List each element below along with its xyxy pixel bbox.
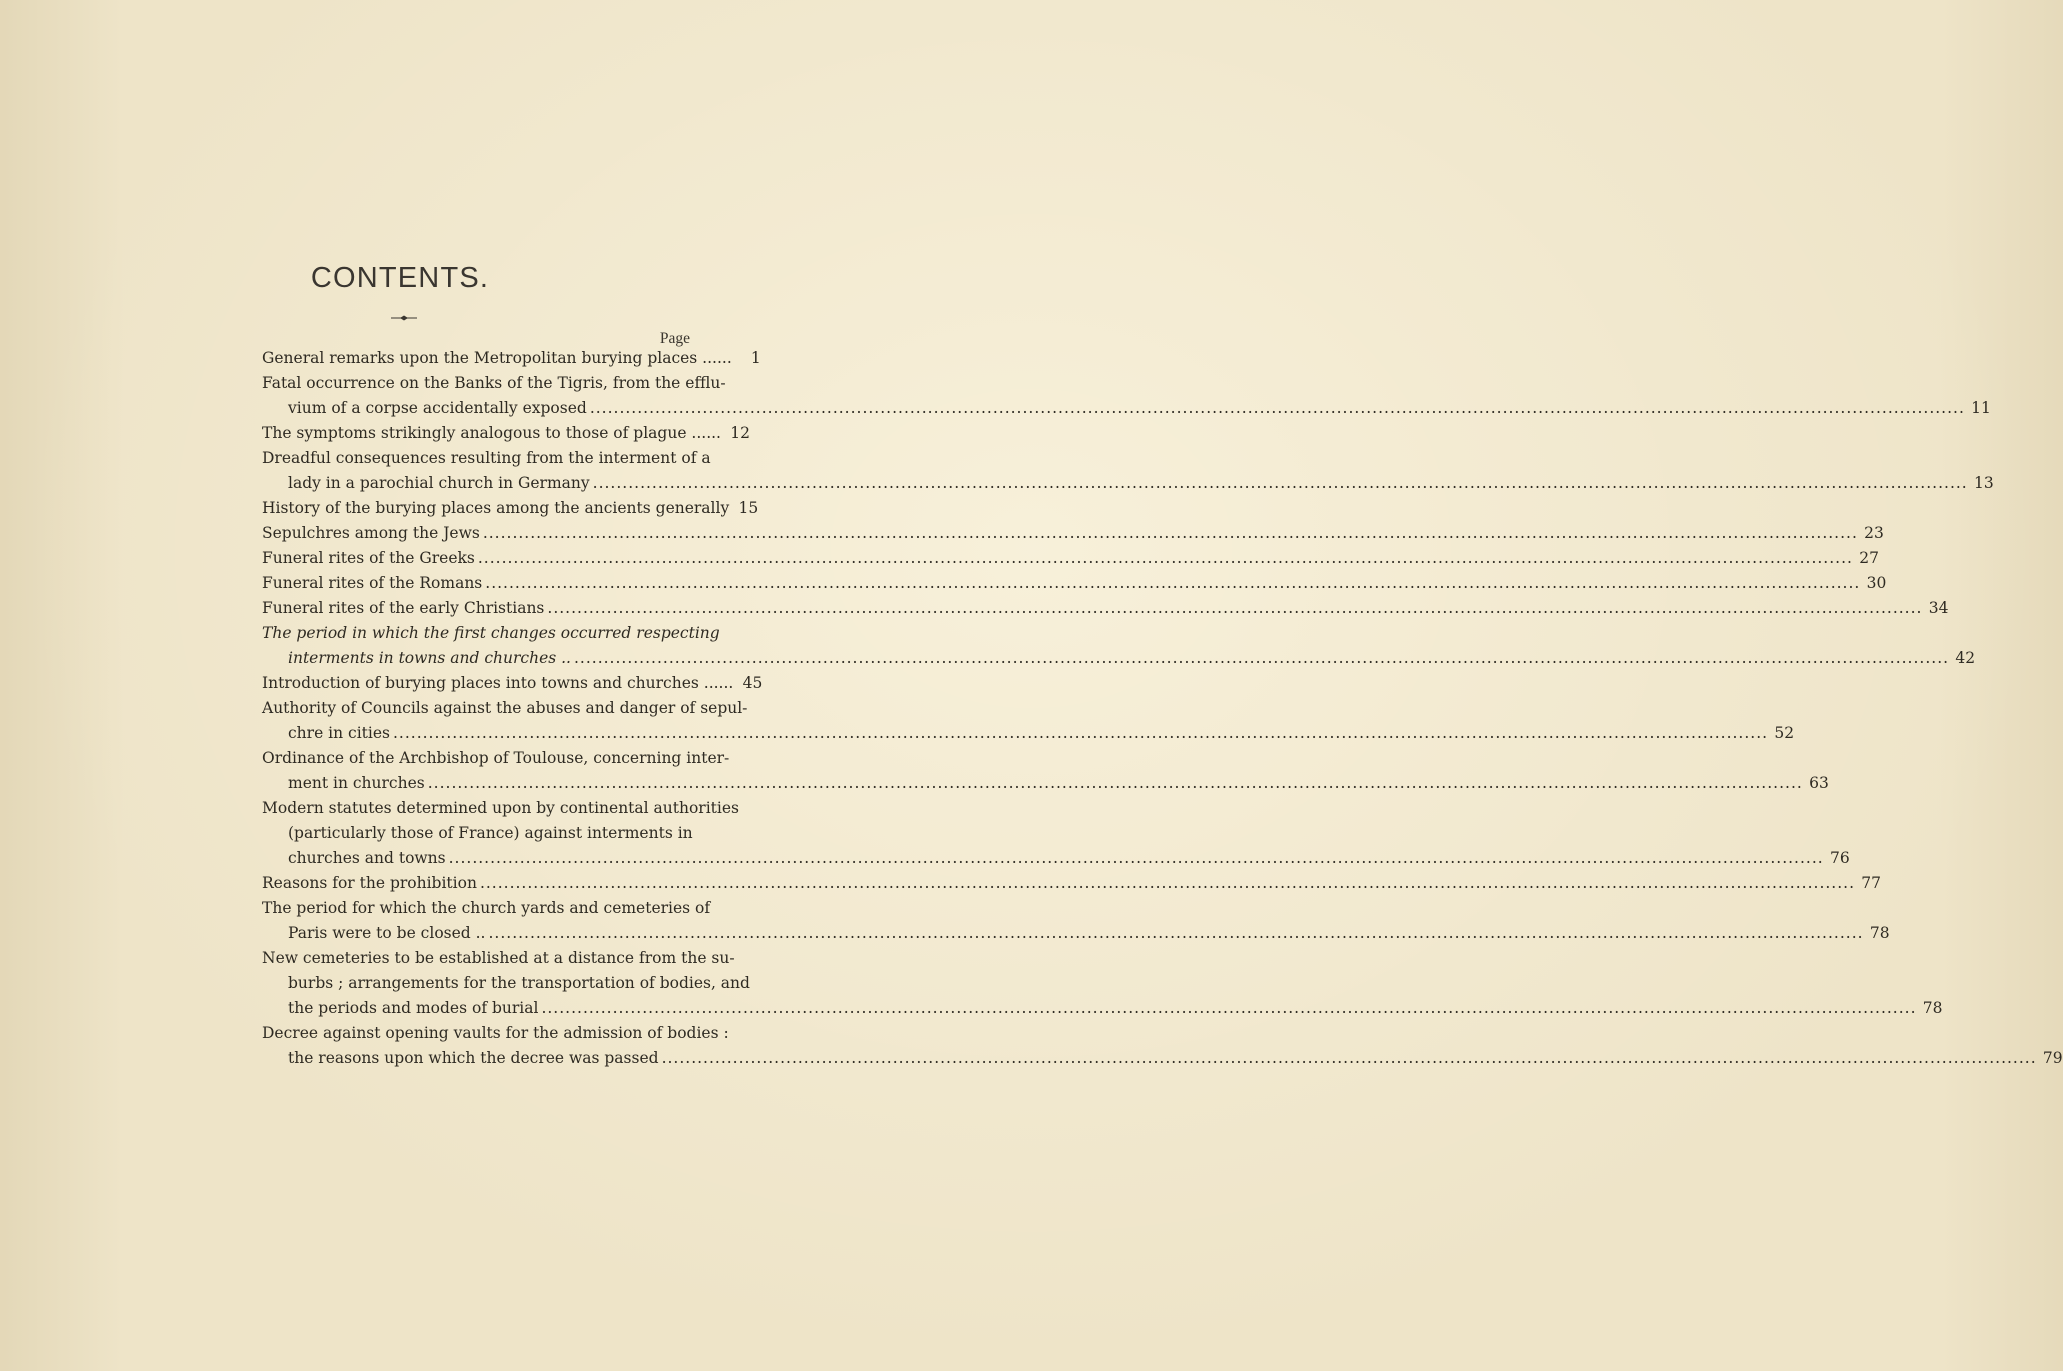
entry-line [262,771,1829,796]
entry-line [262,621,720,646]
entry-text: vium of a corpse accidentally exposed [288,399,587,417]
entry-page-number: 79 [2042,1049,2063,1067]
entry-page-number: 78 [1922,999,1943,1017]
entry-line [262,946,735,971]
entry-line [262,896,711,921]
entry-text: (particularly those of France) against interments in [288,824,693,842]
leader-dots [478,546,1853,571]
entry-text: Authority of Councils against the abuses and danger of sepul- [262,699,748,717]
entry-text: Paris were to be closed .. [288,924,486,942]
contents-entry [262,346,761,371]
entry-text: Funeral rites of the early Christians [262,599,545,617]
contents-entry [262,896,1890,946]
entry-text: Modern statutes determined upon by continental authorities [262,799,739,817]
entry-text: Ordinance of the Archbishop of Toulouse, concerning inter- [262,749,730,767]
entry-line [262,446,711,471]
contents-entry [262,621,1976,671]
contents-entry [262,546,1879,571]
entry-line [262,396,1991,421]
contents-heading: CONTENTS. [310,262,490,294]
contents-entry [262,871,1882,896]
entry-line [262,346,761,371]
entry-text: lady in a parochial church in Germany [288,474,590,492]
entry-page-number: 27 [1859,549,1879,567]
entry-text: The period in which the first changes occurred respecting [262,624,720,642]
entry-line [262,721,1795,746]
entry-line [262,1021,729,1046]
leader-dots [449,846,1824,871]
entry-line [262,571,1887,596]
entry-text: the periods and modes of burial [288,999,539,1017]
leader-dots [480,871,1855,896]
entry-text: interments in towns and churches .. [288,649,571,667]
leader-dots [547,596,1922,621]
contents-entry [262,796,1850,871]
entry-page-number: 23 [1864,524,1884,542]
entry-page-number: 77 [1861,874,1882,892]
page-column-label: Page [659,330,690,347]
entry-page-number: 42 [1955,649,1976,667]
entry-text: The period for which the church yards and cemeteries of [262,899,711,917]
entry-line [262,846,1850,871]
entry-line [262,471,1994,496]
entry-text: Sepulchres among the Jews [262,524,480,542]
contents-entry [262,746,1829,796]
entry-text: Fatal occurrence on the Banks of the Tigris, from the efflu- [262,374,726,392]
entry-line [262,796,739,821]
leader-dots [485,571,1860,596]
entry-line [262,921,1890,946]
contents-entry [262,521,1884,546]
entry-line [262,521,1884,546]
leader-dots [488,921,1863,946]
entry-text: burbs ; arrangements for the transportation of bodies, and [288,974,750,992]
leader-dots [428,771,1803,796]
entry-line [262,821,693,846]
entry-page-number: 78 [1869,924,1890,942]
leader-dots [393,721,1768,746]
entry-text: History of the burying places among the ancients generally [262,499,730,517]
entry-page-number: 13 [1974,474,1994,492]
leader-dots [483,521,1858,546]
entry-text: The symptoms strikingly analogous to those of plague ...... [262,424,721,442]
entry-line [262,421,750,446]
entry-page-number: 63 [1809,774,1829,792]
entry-line [262,646,1976,671]
contents-entry [262,421,750,446]
contents-entry [262,1021,2063,1071]
leader-dots [541,996,1916,1021]
entry-text: Dreadful consequences resulting from the interment of a [262,449,711,467]
ornament-rule-icon [391,314,417,322]
contents-entry [262,571,1887,596]
entry-text: ment in churches [288,774,425,792]
entry-line [262,1046,2063,1071]
contents-entry [262,446,1994,496]
entry-line [262,596,1949,621]
entry-text: Decree against opening vaults for the admission of bodies : [262,1024,729,1042]
contents-entry [262,596,1949,621]
entry-line [262,371,726,396]
entry-text: New cemeteries to be established at a distance from the su- [262,949,735,967]
entry-text: Introduction of burying places into towns and churches ...... [262,674,734,692]
contents-entry [262,496,759,521]
contents-entry [262,946,1943,1021]
leader-dots [590,396,1965,421]
entry-page-number: 52 [1774,724,1795,742]
entry-line [262,671,763,696]
entry-line [262,971,750,996]
entry-text: Funeral rites of the Romans [262,574,483,592]
leader-dots [662,1046,2037,1071]
leader-dots [593,471,1968,496]
entry-page-number: 76 [1829,849,1850,867]
entry-page-number: 11 [1971,399,1991,417]
contents-list [262,346,2063,1071]
contents-entry [262,671,763,696]
entry-page-number: 1 [750,349,761,367]
entry-page-number: 30 [1866,574,1887,592]
entry-text: chre in cities [288,724,390,742]
entry-line [262,746,730,771]
entry-page-number: 45 [742,674,763,692]
entry-text: the reasons upon which the decree was passed [288,1049,659,1067]
entry-text: churches and towns [288,849,446,867]
entry-page-number: 15 [738,499,759,517]
entry-line [262,696,748,721]
entry-page-number: 12 [730,424,750,442]
entry-line [262,996,1943,1021]
leader-dots [574,646,1949,671]
entry-text: Reasons for the prohibition [262,874,477,892]
entry-page-number: 34 [1928,599,1949,617]
entry-line [262,546,1879,571]
contents-entry [262,696,1795,746]
contents-entry [262,371,1991,421]
entry-text: Funeral rites of the Greeks [262,549,475,567]
entry-line [262,496,759,521]
entry-line [262,871,1882,896]
entry-text: General remarks upon the Metropolitan burying places ...... [262,349,732,367]
